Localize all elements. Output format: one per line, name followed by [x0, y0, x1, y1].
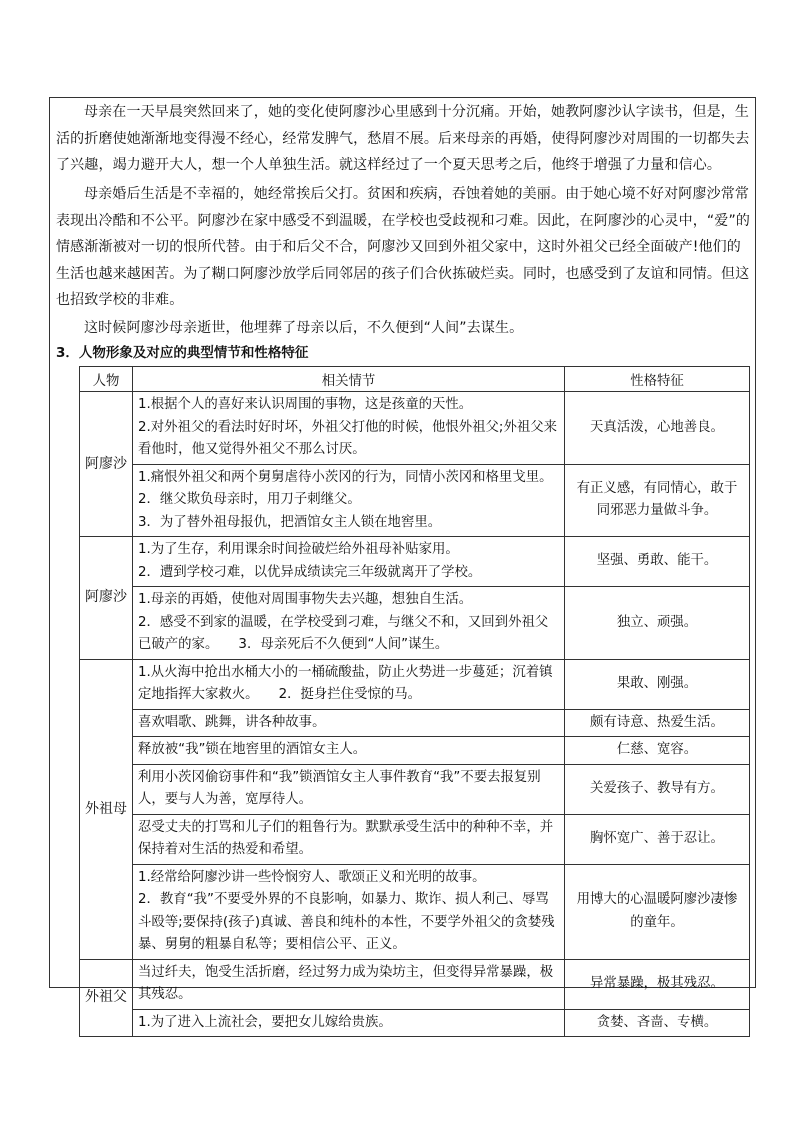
- plot-line: 2.对外祖父的看法时好时坏，外祖父打他的时候，他恨外祖父;外祖父来看他时，他又觉得外祖父不那么讨厌。: [138, 419, 558, 457]
- trait-cell: 用博大的心温暖阿廖沙凄惨的童年。: [565, 864, 750, 959]
- plot-cell: [133, 537, 565, 587]
- character-name: 外祖父: [80, 959, 133, 1037]
- character-name: 阿廖沙: [80, 537, 133, 660]
- paragraph-2: 母亲婚后生活是不幸福的，她经常挨后父打。贫困和疾病，吞蚀着她的美丽。由于她心境不好对阿廖沙常常表现出冷酷和不公平。阿廖沙在家中感受不到温暖，在学校也受歧视和刁难。因此，在阿廖沙的心灵中，“爱”的情感渐渐被对一切的恨所代替。由于和后父不合，阿廖沙又回到外祖父家中，这时外祖父已经全面破产!他们的生活也越来越困苦。为了糊口阿廖沙放学后同邻居的孩子们合伙拣破烂卖。同时，也感受到了友谊和同情。但这也招致学校的非难。: [56, 186, 751, 308]
- plot-line: 1.为了进入上流社会，要把女儿嫁给贵族。: [138, 1014, 392, 1030]
- trait-cell: 胸怀宽广、善于忍让。: [565, 814, 750, 864]
- character-name: 阿廖沙: [80, 392, 133, 537]
- plot-line: 2．教育“我”不要受外界的不良影响，如暴力、欺诈、损人利己、辱骂斗殴等;要保持(孩子)真诚、善良和纯朴的本性，不要学外祖父的贪婪残暴、舅舅的粗暴自私等；要相信公平、正义。: [138, 892, 555, 952]
- plot-line: 1.根据个人的喜好来认识周围的事物，这是孩童的天性。: [138, 397, 473, 412]
- plot-line: 当过纤夫，饱受生活折磨，经过努力成为染坊主，但变得异常暴躁，极其残忍。: [138, 964, 554, 1002]
- trait-cell: 仁慈、宽容。: [565, 737, 750, 765]
- paragraph-1: 母亲在一天早晨突然回来了，她的变化使阿廖沙心里感到十分沉痛。开始，她教阿廖沙认字读书，但是，生活的折磨使她渐渐地变得漫不经心，经常发脾气，愁眉不展。后来母亲的再婚，使得阿廖沙对周围的一切都失去了兴趣，竭力避开大人，想一个人单独生活。就这样经过了一个夏天思考之后，他终于增强了力量和信心。: [56, 104, 750, 173]
- trait-cell: 有正义感，有同情心，敢于同邪恶力量做斗争。: [565, 464, 750, 537]
- plot-cell: [133, 659, 565, 709]
- plot-cell: [133, 709, 565, 737]
- plot-cell: [133, 587, 565, 660]
- trait-cell: 天真活泼，心地善良。: [565, 392, 750, 465]
- trait-cell: 关爱孩子、教导有方。: [565, 764, 750, 814]
- character-table: [79, 366, 750, 1037]
- table-row: [80, 737, 750, 765]
- trait-cell: 贪婪、吝啬、专横。: [565, 1009, 750, 1037]
- table-row: [80, 959, 750, 1009]
- table-row: [80, 392, 750, 465]
- table-header-row: [80, 367, 750, 392]
- header-plot: 相关情节: [133, 367, 565, 392]
- trait-cell: 果敢、刚强。: [565, 659, 750, 709]
- table-row: [80, 1009, 750, 1037]
- table-row: [80, 659, 750, 709]
- plot-line: 2．感受不到家的温暖，在学校受到刁难，与继父不和，又回到外祖父已破产的家。 3．母亲死后不久便到“人间”谋生。: [138, 614, 549, 652]
- plot-cell: [133, 737, 565, 765]
- plot-line: 1.痛恨外祖父和两个舅舅虐待小茨冈的行为，同情小茨冈和格里戈里。: [138, 469, 553, 485]
- plot-cell: [133, 464, 565, 537]
- header-trait: 性格特征: [565, 367, 750, 392]
- plot-line: 利用小茨冈偷窃事件和“我”锁酒馆女主人事件教育“我”不要去报复别人，要与人为善，宽厚待人。: [138, 769, 541, 807]
- plot-cell: [133, 864, 565, 959]
- header-character: 人物: [80, 367, 133, 392]
- paragraph-3: 这时候阿廖沙母亲逝世，他埋葬了母亲以后，不久便到“人间”去谋生。: [84, 320, 524, 336]
- table-row: [80, 764, 750, 814]
- plot-cell: [133, 959, 565, 1009]
- plot-line: 2．遭到学校刁难，以优异成绩读完三年级就离开了学校。: [138, 564, 482, 580]
- plot-line: 忍受丈夫的打骂和儿子们的粗鲁行为。默默承受生活中的种种不幸，并保持着对生活的热爱和希望。: [138, 819, 554, 857]
- table-row: [80, 814, 750, 864]
- plot-cell: [133, 392, 565, 465]
- trait-cell: 异常暴躁，极其残忍。: [565, 959, 750, 1009]
- section-heading: 3．人物形象及对应的典型情节和性格特征: [56, 345, 309, 361]
- trait-cell: 颇有诗意、热爱生活。: [565, 709, 750, 737]
- table-row: [80, 709, 750, 737]
- plot-cell: [133, 1009, 565, 1037]
- plot-line: 1.为了生存，利用课余时间捡破烂给外祖母补贴家用。: [138, 542, 459, 557]
- trait-cell: 坚强、勇敢、能干。: [565, 537, 750, 587]
- plot-line: 喜欢唱歌、跳舞，讲各种故事。: [138, 714, 326, 730]
- plot-cell: [133, 814, 565, 864]
- plot-line: 2．继父欺负母亲时，用刀子刺继父。: [138, 492, 361, 507]
- plot-line: 1.经常给阿廖沙讲一些怜悯穷人、歌颂正义和光明的故事。: [138, 869, 486, 885]
- trait-cell: 独立、顽强。: [565, 587, 750, 660]
- table-row: [80, 464, 750, 537]
- plot-line: 3．为了替外祖母报仇，把酒馆女主人锁在地窖里。: [138, 514, 442, 530]
- table-row: [80, 587, 750, 660]
- plot-line: 1.从火海中抢出水桶大小的一桶硫酸盐，防止火势进一步蔓延；沉着镇定地指挥大家救火。 2．挺身拦住受惊的马。: [138, 664, 553, 702]
- plot-line: 1.母亲的再婚，使他对周围事物失去兴趣，想独自生活。: [138, 592, 473, 607]
- plot-line: 释放被“我”锁在地窖里的酒馆女主人。: [138, 742, 367, 757]
- table-row: [80, 864, 750, 959]
- plot-cell: [133, 764, 565, 814]
- character-name: 外祖母: [80, 659, 133, 959]
- table-row: [80, 537, 750, 587]
